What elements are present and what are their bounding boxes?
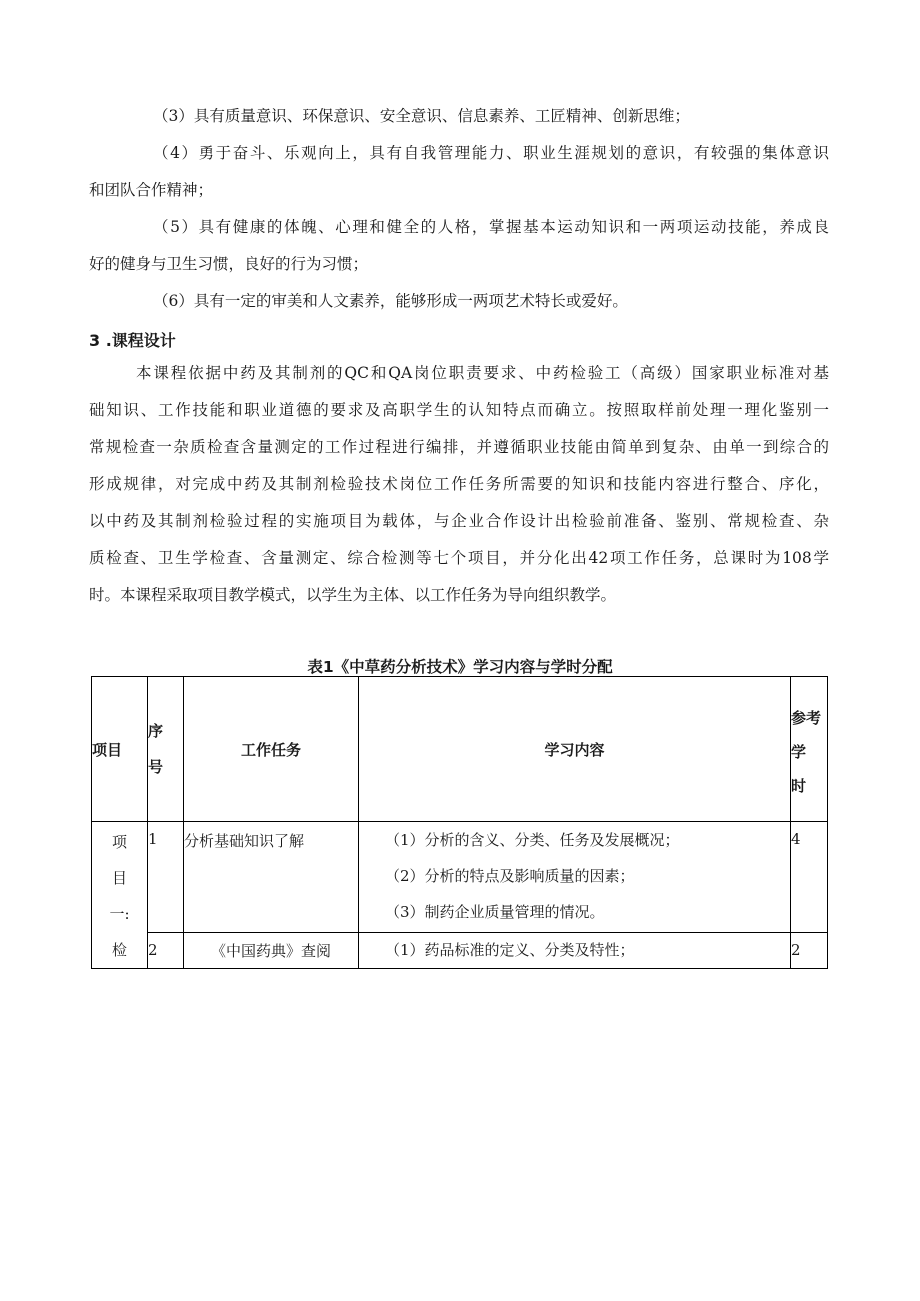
project-cell: 项 目 一: 检 bbox=[92, 822, 148, 969]
body-line-1: 本课程依据中药及其制剂的QC和QA岗位职责要求、中药检验工（高级）国家职业标准对基 bbox=[136, 364, 829, 382]
section-heading: 3 .课程设计 bbox=[89, 331, 176, 350]
hours-cell: 4 bbox=[791, 822, 828, 933]
paragraph-5-line-2: 好的健身与卫生习惯，良好的行为习惯； bbox=[89, 255, 369, 273]
content-line: （2）分析的特点及影响质量的因素； bbox=[385, 867, 635, 885]
content-cell bbox=[359, 932, 791, 969]
paragraph-3: （3）具有质量意识、环保意识、安全意识、信息素养、工匠精神、创新思维； bbox=[153, 107, 690, 125]
table-header-row bbox=[92, 677, 828, 822]
table-caption: 表1《中草药分析技术》学习内容与学时分配 bbox=[307, 658, 613, 676]
seq-cell: 1 bbox=[148, 822, 184, 933]
header-hours: 参考 学 时 bbox=[791, 677, 828, 822]
task-cell: 《中国药典》查阅 bbox=[184, 932, 359, 969]
learning-content-table bbox=[91, 676, 828, 969]
body-line-4: 形成规律，对完成中药及其制剂检验技术岗位工作任务所需要的知识和技能内容进行整合、序化， bbox=[89, 475, 829, 493]
body-line-7: 时。本课程采取项目教学模式，以学生为主体、以工作任务为导向组织教学。 bbox=[89, 586, 617, 604]
content-line: （3）制药企业质量管理的情况。 bbox=[385, 903, 605, 921]
content-cell bbox=[359, 822, 791, 933]
table-row bbox=[92, 932, 828, 969]
body-line-2: 础知识、工作技能和职业道德的要求及高职学生的认知特点而确立。按照取样前处理一理化鉴别一 bbox=[89, 401, 829, 419]
paragraph-4-line-1: （4）勇于奋斗、乐观向上，具有自我管理能力、职业生涯规划的意识，有较强的集体意识 bbox=[153, 144, 829, 162]
task-cell: 分析基础知识了解 bbox=[184, 822, 359, 933]
seq-cell: 2 bbox=[148, 932, 184, 969]
header-content: 学习内容 bbox=[359, 677, 791, 822]
header-project: 项目 bbox=[92, 677, 148, 822]
content-line: （1）分析的含义、分类、任务及发展概况； bbox=[385, 831, 680, 849]
paragraph-5-line-1: （5）具有健康的体魄、心理和健全的人格，掌握基本运动知识和一两项运动技能，养成良 bbox=[153, 218, 829, 236]
paragraph-6: （6）具有一定的审美和人文素养，能够形成一两项艺术特长或爱好。 bbox=[153, 292, 628, 310]
table-row bbox=[92, 822, 828, 933]
body-line-3: 常规检查一杂质检查含量测定的工作过程进行编排，并遵循职业技能由简单到复杂、由单一到综合的 bbox=[89, 438, 829, 456]
hours-cell: 2 bbox=[791, 932, 828, 969]
header-seq: 序 号 bbox=[148, 677, 184, 822]
header-task: 工作任务 bbox=[184, 677, 359, 822]
body-line-5: 以中药及其制剂检验过程的实施项目为载体，与企业合作设计出检验前准备、鉴别、常规检查、杂 bbox=[89, 512, 829, 530]
paragraph-4-line-2: 和团队合作精神； bbox=[89, 181, 214, 199]
content-line: （1）药品标准的定义、分类及特性； bbox=[385, 941, 635, 960]
body-line-6: 质检查、卫生学检查、含量测定、综合检测等七个项目，并分化出42项工作任务，总课时为108学 bbox=[89, 549, 829, 567]
